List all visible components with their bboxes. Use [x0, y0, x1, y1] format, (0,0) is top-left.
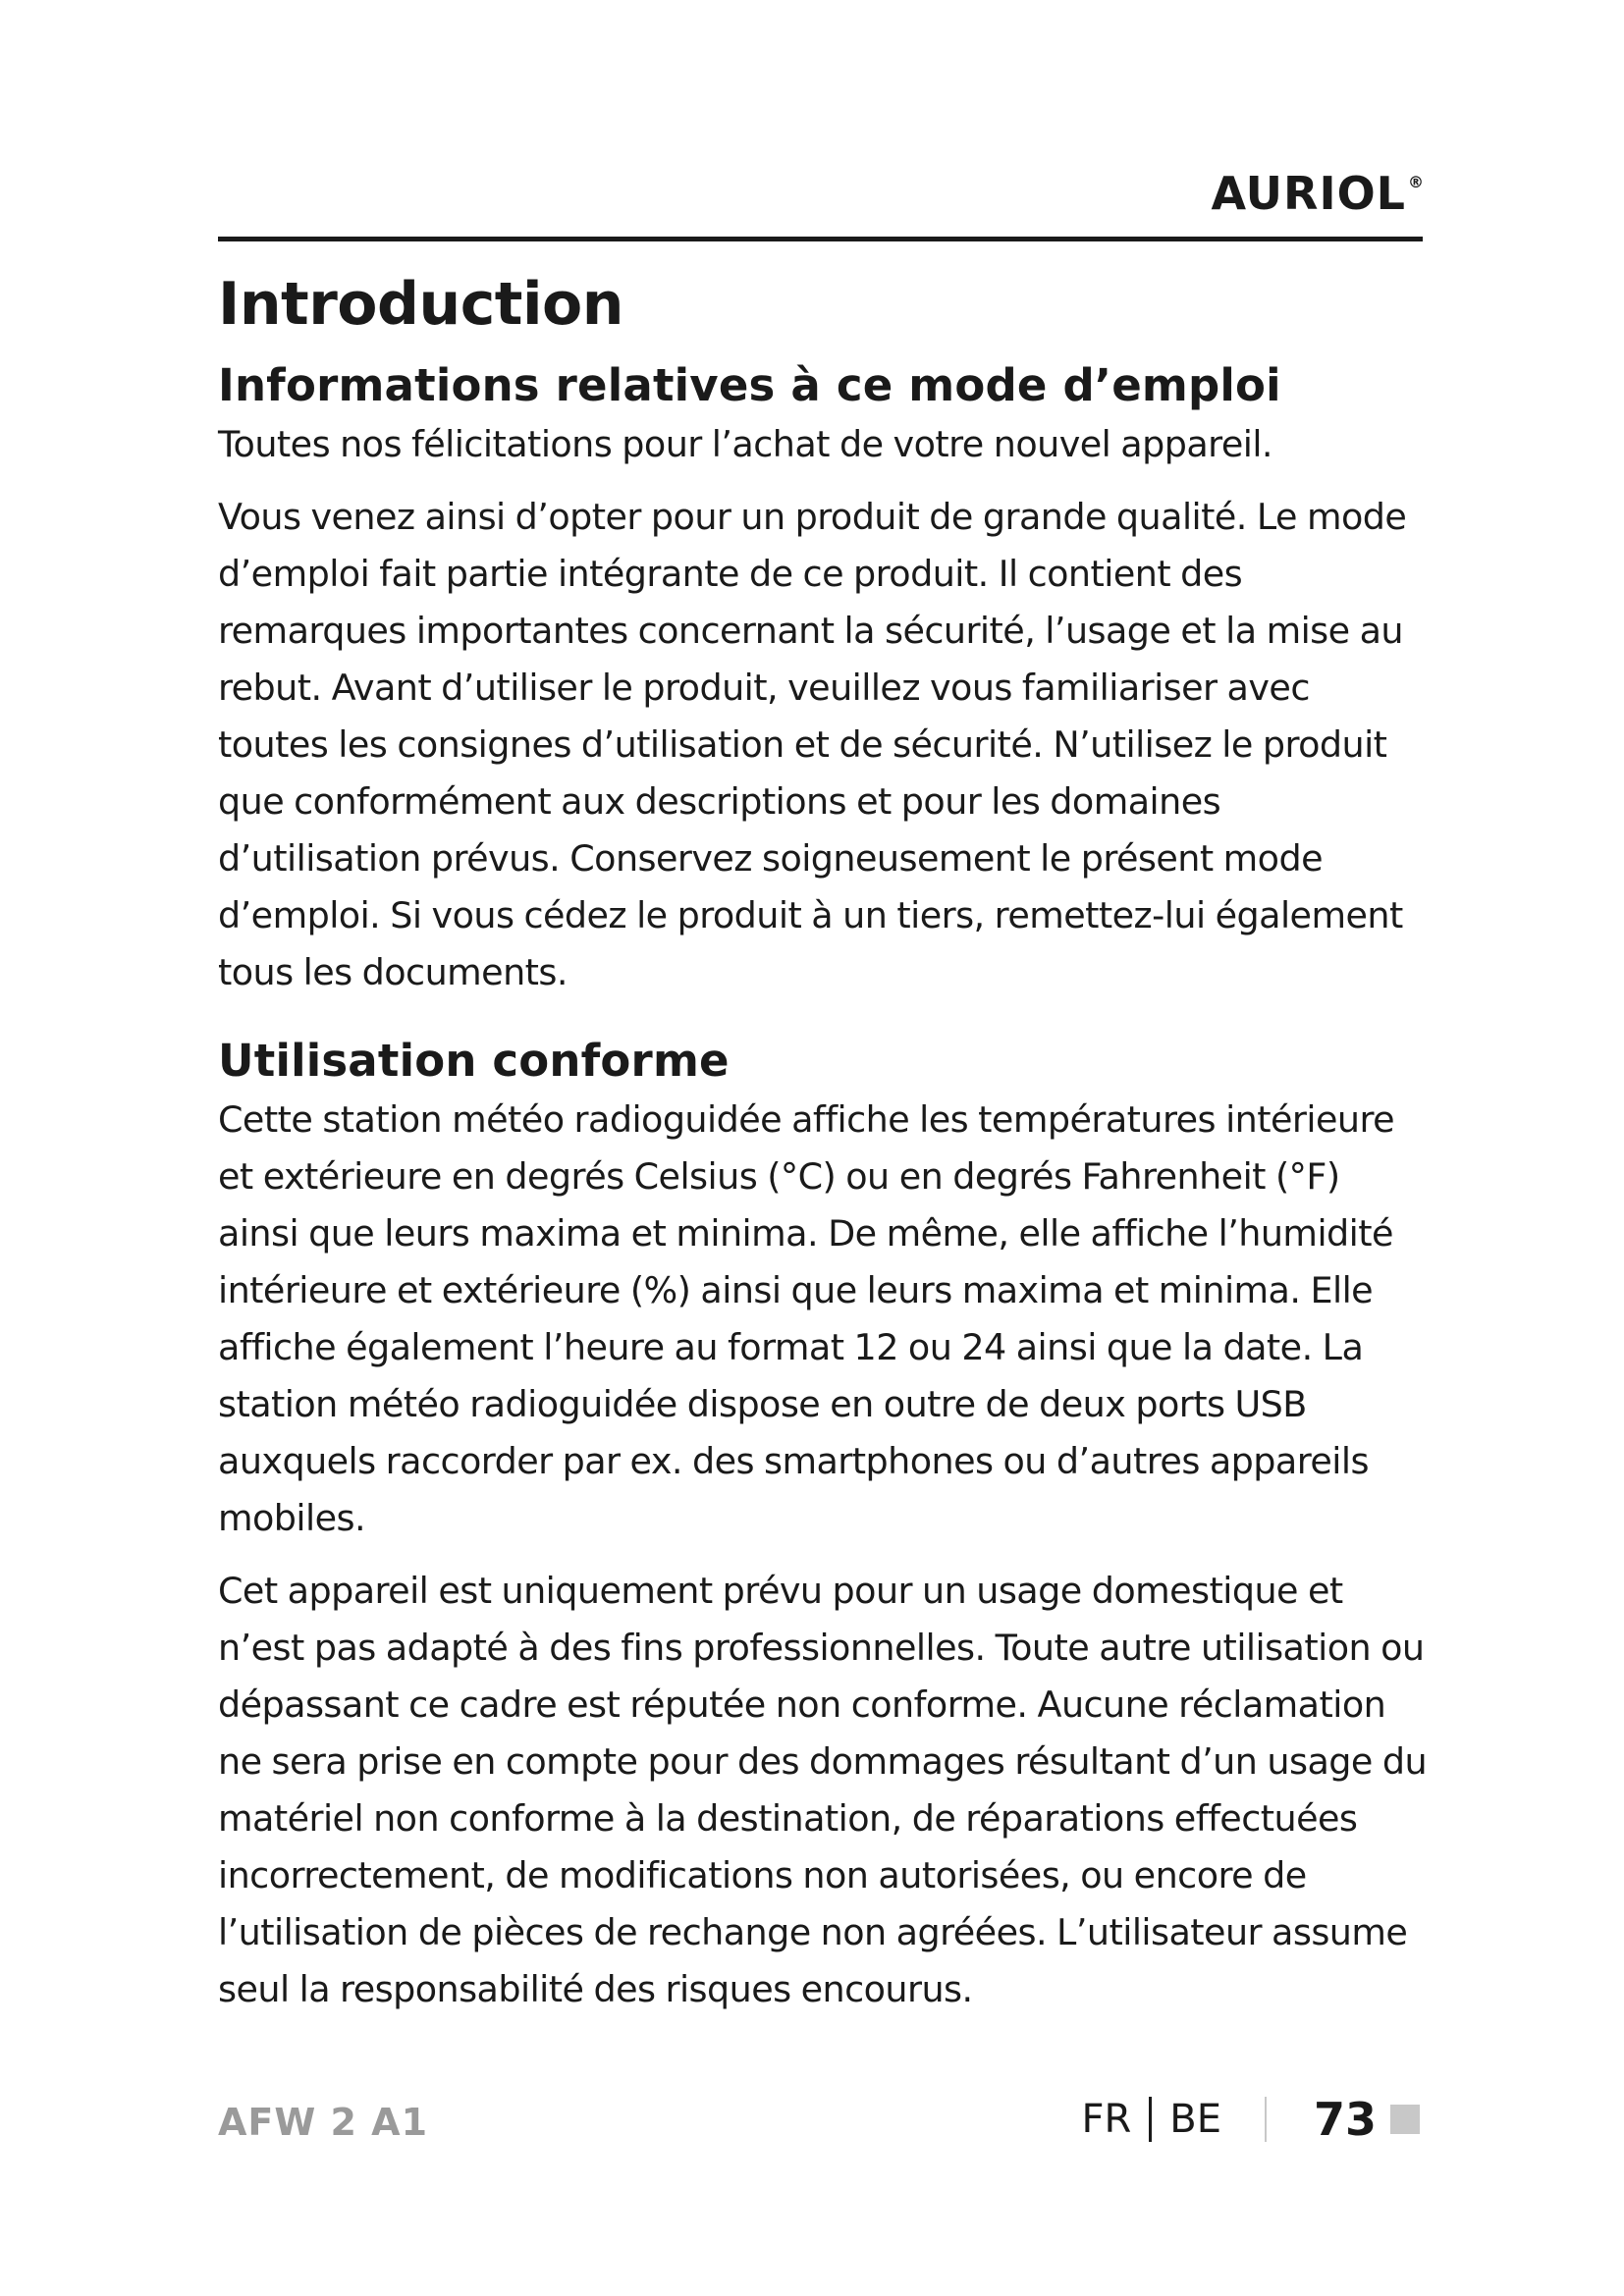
header-rule: [218, 237, 1423, 241]
page-number: 73: [1313, 2093, 1377, 2146]
language-be: BE: [1169, 2097, 1221, 2142]
language-separator: [1149, 2097, 1152, 2142]
page-content: [218, 263, 1428, 2018]
language-fr: FR: [1081, 2097, 1132, 2142]
registered-mark: ®: [1408, 173, 1425, 191]
section-heading-intended-use: Utilisation conforme: [218, 1035, 730, 1087]
brand-name: AURIOL: [1211, 167, 1406, 220]
page-marker-square: [1390, 2105, 1420, 2134]
paragraph-congratulations: Toutes nos félicitations pour l’achat de votre nouvel appareil.: [218, 423, 1272, 465]
paragraph-liability: Cet appareil est uniquement prévu pour un usage domestique et n’est pas adapté à des fins professionnelles. Toute autre utilisation ou dépassant ce cadre est réputée non conforme. Aucune réclamation ne sera prise en compte pour des dommages résultant d’un usage du matériel non conforme à la destination, de réparations effectuées incorrectement, de modifications non autorisées, ou encore de l’utilisation de pièces de rechange non agréées. L’utilisateur assume seul la responsabilité des risques encourus.: [218, 1570, 1428, 2010]
brand-logo: [1212, 167, 1426, 220]
paragraph-intended-use: Cette station météo radioguidée affiche les températures intérieure et extérieure en degrés Celsius (°C) ou en degrés Fahrenheit (°F) ainsi que leurs maxima et minima. De même, elle affiche l’humidité intérieure et extérieure (%) ainsi que leurs maxima et minima. Elle affiche également l’heure au format 12 ou 24 ainsi que la date. La station météo radioguidée dispose en outre de deux ports USB auxquels raccorder par ex. des smartphones ou d’autres appareils mobiles.: [218, 1098, 1395, 1539]
paragraph-manual-info: Vous venez ainsi d’opter pour un produit de grande qualité. Le mode d’emploi fait partie intégrante de ce produit. Il contient des remarques importantes concernant la sécurité, l’usage et la mise au rebut. Avant d’utiliser le produit, veuillez vous familiariser avec toutes les consignes d’utilisation et de sécurité. N’utilisez le produit que conformément aux descriptions et pour les domaines d’utilisation prévus. Conservez soigneusement le présent mode d’emploi. Si vous cédez le produit à un tiers, remettez-lui également tous les documents.: [218, 496, 1407, 993]
footer-model: AFW 2 A1: [218, 2101, 429, 2144]
section-heading-information: Informations relatives à ce mode d’emploi: [218, 359, 1281, 411]
page-title: Introduction: [218, 270, 623, 339]
footer-page-info: [1081, 2087, 1420, 2152]
footer-divider: [1265, 2097, 1267, 2142]
